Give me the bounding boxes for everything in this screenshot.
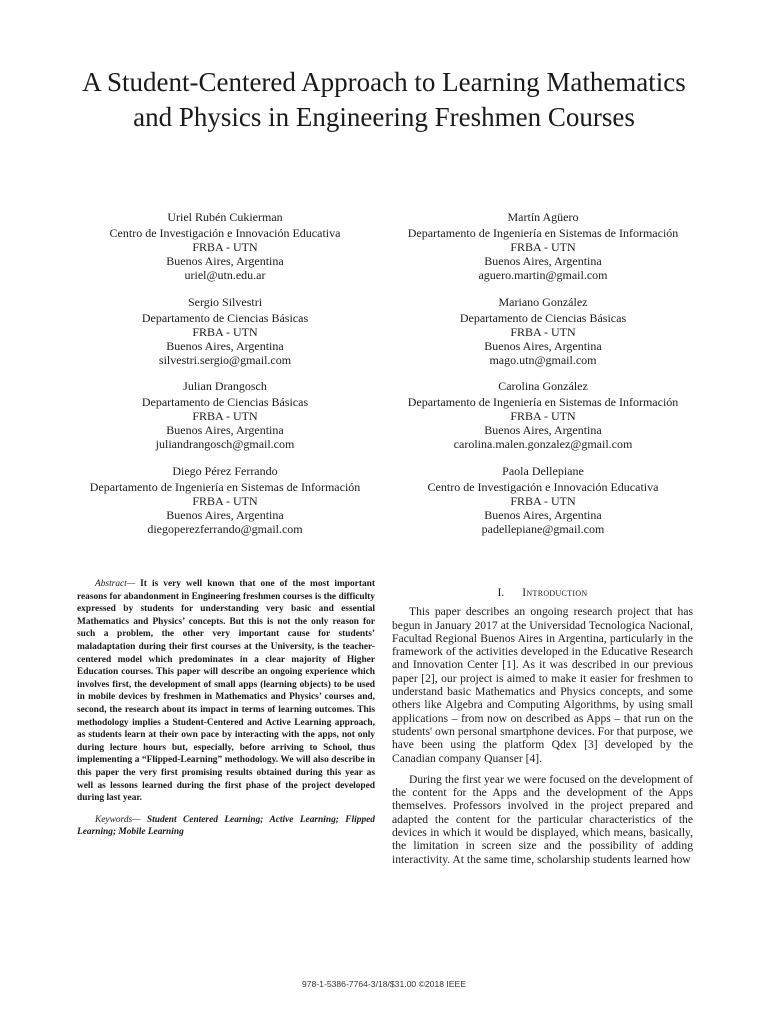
author-city: Buenos Aires, Argentina: [484, 508, 602, 522]
author-cukierman: [45, 210, 405, 282]
keywords: [77, 814, 375, 839]
author-email: padellepiane@gmail.com: [481, 522, 605, 536]
author-city: Buenos Aires, Argentina: [484, 423, 602, 437]
section-title: Introduction: [522, 586, 588, 599]
author-name: Carolina González: [498, 379, 588, 393]
author-inst: FRBA - UTN: [192, 494, 258, 508]
author-city: Buenos Aires, Argentina: [166, 508, 284, 522]
author-email: silvestri.sergio@gmail.com: [158, 353, 292, 367]
author-silvestri: [45, 295, 405, 367]
author-inst: FRBA - UTN: [192, 409, 258, 423]
section-heading: [392, 586, 693, 599]
keywords-text: Student Centered Learning; Active Learning; Flipped Learning; Mobile Learning: [77, 814, 375, 838]
author-dept: Departamento de Ingeniería en Sistemas de Información: [407, 226, 679, 240]
author-dept: Centro de Investigación e Innovación Educativa: [109, 226, 341, 240]
abstract-column: [77, 578, 375, 839]
author-name: Martín Agüero: [507, 210, 579, 224]
author-name: Uriel Rubén Cukierman: [167, 210, 283, 224]
author-dellepiane: [363, 464, 723, 536]
body-column: [392, 586, 693, 874]
author-email: carolina.malen.gonzalez@gmail.com: [453, 437, 633, 451]
author-city: Buenos Aires, Argentina: [166, 254, 284, 268]
copyright-footer: 978-1-5386-7764-3/18/$31.00 ©2018 IEEE: [301, 979, 466, 989]
author-dept: Departamento de Ingeniería en Sistemas de Información: [89, 480, 361, 494]
body-paragraph: During the first year we were focused on the development of the content for the Apps and the development of the Apps themselves. Professors involved in the project prepared and adapted the content for the particular characteristics of the devices in which it would be displayed, which means, basically, the limitation in screen size and the possibility of adding interactivity. At the same time, scholarship students learned how: [392, 772, 693, 866]
author-inst: FRBA - UTN: [510, 494, 576, 508]
author-city: Buenos Aires, Argentina: [484, 254, 602, 268]
abstract: [77, 578, 375, 805]
author-email: aguero.martin@gmail.com: [478, 268, 608, 282]
author-inst: FRBA - UTN: [510, 325, 576, 339]
author-name: Paola Dellepiane: [502, 464, 584, 478]
author-inst: FRBA - UTN: [510, 409, 576, 423]
author-name: Diego Pérez Ferrando: [172, 464, 278, 478]
author-dept: Departamento de Ciencias Básicas: [141, 395, 309, 409]
author-email: uriel@utn.edu.ar: [184, 268, 266, 282]
body-paragraph: This paper describes an ongoing research project that has begun in January 2017 at the Universidad Tecnologica Nacional, Facultad Regional Buenos Aires in Argentina, particularly in the framework of the activities developed in the Educative Research and Innovation Center [1]. As it was described in our previous paper [2], our project is aimed to make it easier for freshmen to understand basic Mathematics and Physics concepts, and some others like Algebra and Computing Algorithms, by using small applications – from now on described as Apps – that run on the students' own personal smartphone devices. For that purpose, we have been using the platform Qdex [3] developed by the Canadian company Quanser [4].: [392, 605, 693, 765]
author-city: Buenos Aires, Argentina: [166, 423, 284, 437]
author-carolina-gonzalez: [363, 379, 723, 451]
author-email: juliandrangosch@gmail.com: [155, 437, 295, 451]
author-inst: FRBA - UTN: [510, 240, 576, 254]
author-email: diegoperezferrando@gmail.com: [147, 522, 303, 536]
keywords-label: Keywords—: [95, 814, 141, 825]
author-inst: FRBA - UTN: [192, 240, 258, 254]
author-mariano-gonzalez: [363, 295, 723, 367]
author-dept: Departamento de Ingeniería en Sistemas de Información: [407, 395, 679, 409]
author-dept: Departamento de Ciencias Básicas: [459, 311, 627, 325]
author-name: Mariano González: [498, 295, 588, 309]
author-aguero: [363, 210, 723, 282]
author-drangosch: [45, 379, 405, 451]
abstract-label: Abstract—: [95, 579, 136, 589]
author-dept: Centro de Investigación e Innovación Educativa: [427, 480, 659, 494]
author-name: Sergio Silvestri: [187, 295, 263, 309]
author-inst: FRBA - UTN: [192, 325, 258, 339]
abstract-text: It is very well known that one of the most important reasons for abandonment in Engineering freshmen courses is the difficulty expressed by students for understanding very basic and essential Mathematics and Physics’ concepts. But this is not the only reason for such a problem, the other very important cause for students’ maladaptation during their first courses at the University, is the teacher-centered model which predominates in a clear majority of Higher Education courses. This paper will describe an ongoing experience which involves first, the development of small apps (learning objects) to be used in mobile devices by freshmen in Mathematics and Physics’ courses and, second, the research about its impact in terms of learning outcomes. This methodology implies a Student-Centered and Active Learning approach, as students learn at their own pace by interacting with the apps, not only during lecture hours but, especially, before arriving to School, thus implementing a “Flipped-Learning” methodology. We will also describe in this paper the very first promising results obtained during this year as well as lessons learned during the first phase of the project developed during last year.: [77, 579, 375, 804]
author-email: mago.utn@gmail.com: [489, 353, 597, 367]
author-dept: Departamento de Ciencias Básicas: [141, 311, 309, 325]
author-city: Buenos Aires, Argentina: [484, 339, 602, 353]
author-name: Julian Drangosch: [183, 379, 267, 393]
author-perez-ferrando: [45, 464, 405, 536]
paper-title: A Student-Centered Approach to Learning Mathematics and Physics in Engineering Freshmen Courses: [82, 67, 686, 132]
author-city: Buenos Aires, Argentina: [166, 339, 284, 353]
section-number: I.: [497, 586, 505, 599]
